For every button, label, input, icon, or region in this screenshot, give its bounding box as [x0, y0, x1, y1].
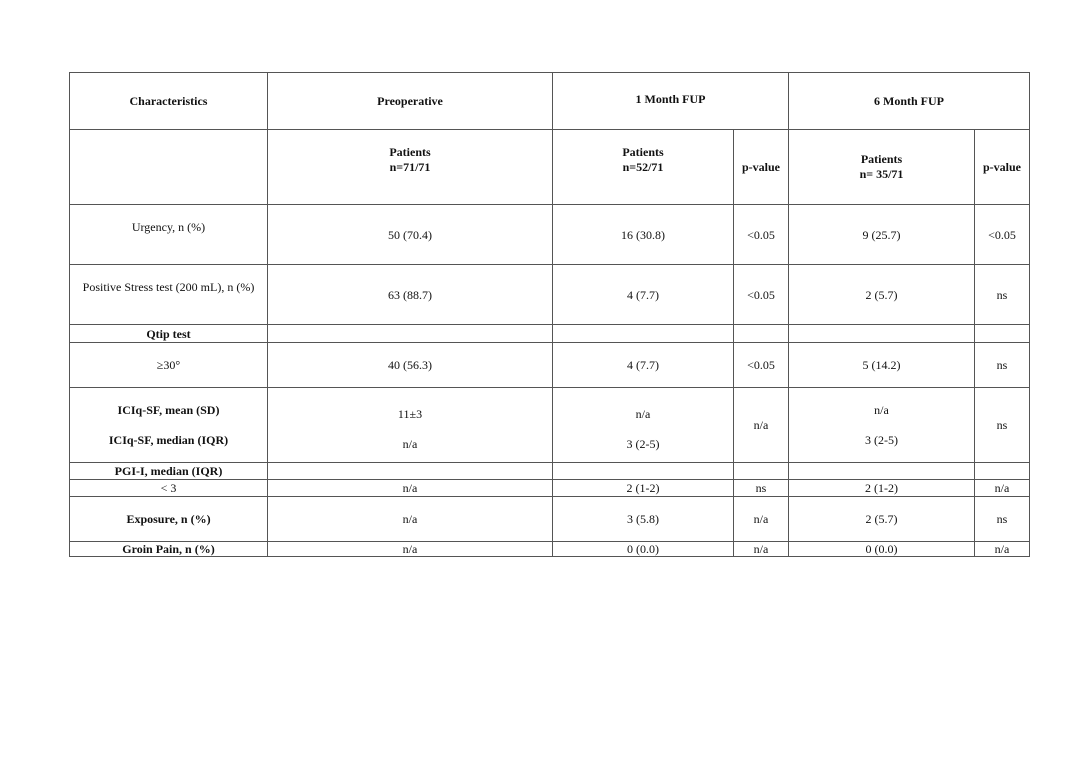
header-characteristics: Characteristics [70, 73, 268, 130]
iciq-fup6-mean: n/a [874, 403, 889, 417]
pre-n-label: n=71/71 [389, 160, 431, 174]
pgi-label: PGI-I, median (IQR) [70, 463, 268, 480]
header-row [70, 73, 1030, 130]
fup6-n-label: n= 35/71 [859, 167, 904, 181]
exposure-p1: n/a [734, 497, 789, 542]
iciq-p6: ns [975, 388, 1030, 463]
subheader-preoperative [268, 130, 553, 205]
pgi-lt3-p6: n/a [975, 480, 1030, 497]
subheader-1-month [553, 130, 734, 205]
table-row-exposure [70, 497, 1030, 542]
table-row-urgency [70, 205, 1030, 265]
table-row-groin-pain [70, 542, 1030, 557]
iciq-fup6-median: 3 (2-5) [865, 433, 898, 447]
urgency-p6: <0.05 [975, 205, 1030, 265]
table-row-iciq [70, 388, 1030, 463]
qtip30-pre: 40 (56.3) [268, 343, 553, 388]
urgency-fup1: 16 (30.8) [553, 205, 734, 265]
pgi-lt3-p1: ns [734, 480, 789, 497]
groin-fup6: 0 (0.0) [789, 542, 975, 557]
iciq-fup1-median: 3 (2-5) [626, 437, 660, 451]
iciq-fup1-mean: n/a [635, 407, 651, 421]
qtip-label: Qtip test [70, 325, 268, 343]
pre-patients-label: Patients [389, 145, 431, 159]
urgency-label: Urgency, n (%) [70, 205, 268, 265]
urgency-fup6: 9 (25.7) [789, 205, 975, 265]
exposure-label: Exposure, n (%) [70, 497, 268, 542]
stress-p6: ns [975, 265, 1030, 325]
iciq-median-label: ICIq-SF, median (IQR) [108, 433, 229, 447]
qtip30-fup6: 5 (14.2) [789, 343, 975, 388]
subheader-row [70, 130, 1030, 205]
pgi-lt3-fup1: 2 (1-2) [553, 480, 734, 497]
exposure-p6: ns [975, 497, 1030, 542]
stress-fup1: 4 (7.7) [553, 265, 734, 325]
urgency-pre: 50 (70.4) [268, 205, 553, 265]
groin-p1: n/a [734, 542, 789, 557]
table-row-pgi-lt3 [70, 480, 1030, 497]
iciq-pre-cell [268, 388, 553, 463]
fup1-n-label: n=52/71 [622, 160, 664, 174]
fup1-p-value-header: p-value [734, 130, 789, 205]
table-row-pgi-heading [70, 463, 1030, 480]
header-6-month-fup: 6 Month FUP [789, 73, 1030, 130]
iciq-fup1-cell [553, 388, 734, 463]
iciq-pre-median: n/a [402, 437, 418, 451]
fup6-p-value-header: p-value [975, 130, 1030, 205]
qtip30-fup1: 4 (7.7) [553, 343, 734, 388]
groin-p6: n/a [975, 542, 1030, 557]
stress-fup6: 2 (5.7) [789, 265, 975, 325]
exposure-pre: n/a [268, 497, 553, 542]
table-row-stress-test [70, 265, 1030, 325]
stress-label: Positive Stress test (200 mL), n (%) [70, 265, 268, 325]
qtip30-p6: ns [975, 343, 1030, 388]
pgi-lt3-label: < 3 [70, 480, 268, 497]
header-preoperative: Preoperative [268, 73, 553, 130]
table-row-qtip-30 [70, 343, 1030, 388]
fup1-patients-label: Patients [622, 145, 664, 159]
iciq-fup6-cell [789, 388, 975, 463]
results-table [69, 72, 1030, 557]
stress-pre: 63 (88.7) [268, 265, 553, 325]
iciq-mean-label: ICIq-SF, mean (SD) [117, 403, 220, 417]
groin-pre: n/a [268, 542, 553, 557]
header-1-month-fup: 1 Month FUP [553, 73, 789, 130]
exposure-fup6: 2 (5.7) [789, 497, 975, 542]
iciq-label-cell [70, 388, 268, 463]
qtip30-label: ≥30° [70, 343, 268, 388]
iciq-p1: n/a [734, 388, 789, 463]
groin-label: Groin Pain, n (%) [70, 542, 268, 557]
fup6-patients-label: Patients [860, 152, 903, 166]
groin-fup1: 0 (0.0) [553, 542, 734, 557]
iciq-pre-mean: 11±3 [397, 407, 423, 421]
urgency-p1: <0.05 [734, 205, 789, 265]
pgi-lt3-fup6: 2 (1-2) [789, 480, 975, 497]
subheader-6-month [789, 130, 975, 205]
qtip30-p1: <0.05 [734, 343, 789, 388]
table-row-qtip-heading [70, 325, 1030, 343]
stress-p1: <0.05 [734, 265, 789, 325]
subheader-empty [70, 130, 268, 205]
pgi-lt3-pre: n/a [268, 480, 553, 497]
exposure-fup1: 3 (5.8) [553, 497, 734, 542]
